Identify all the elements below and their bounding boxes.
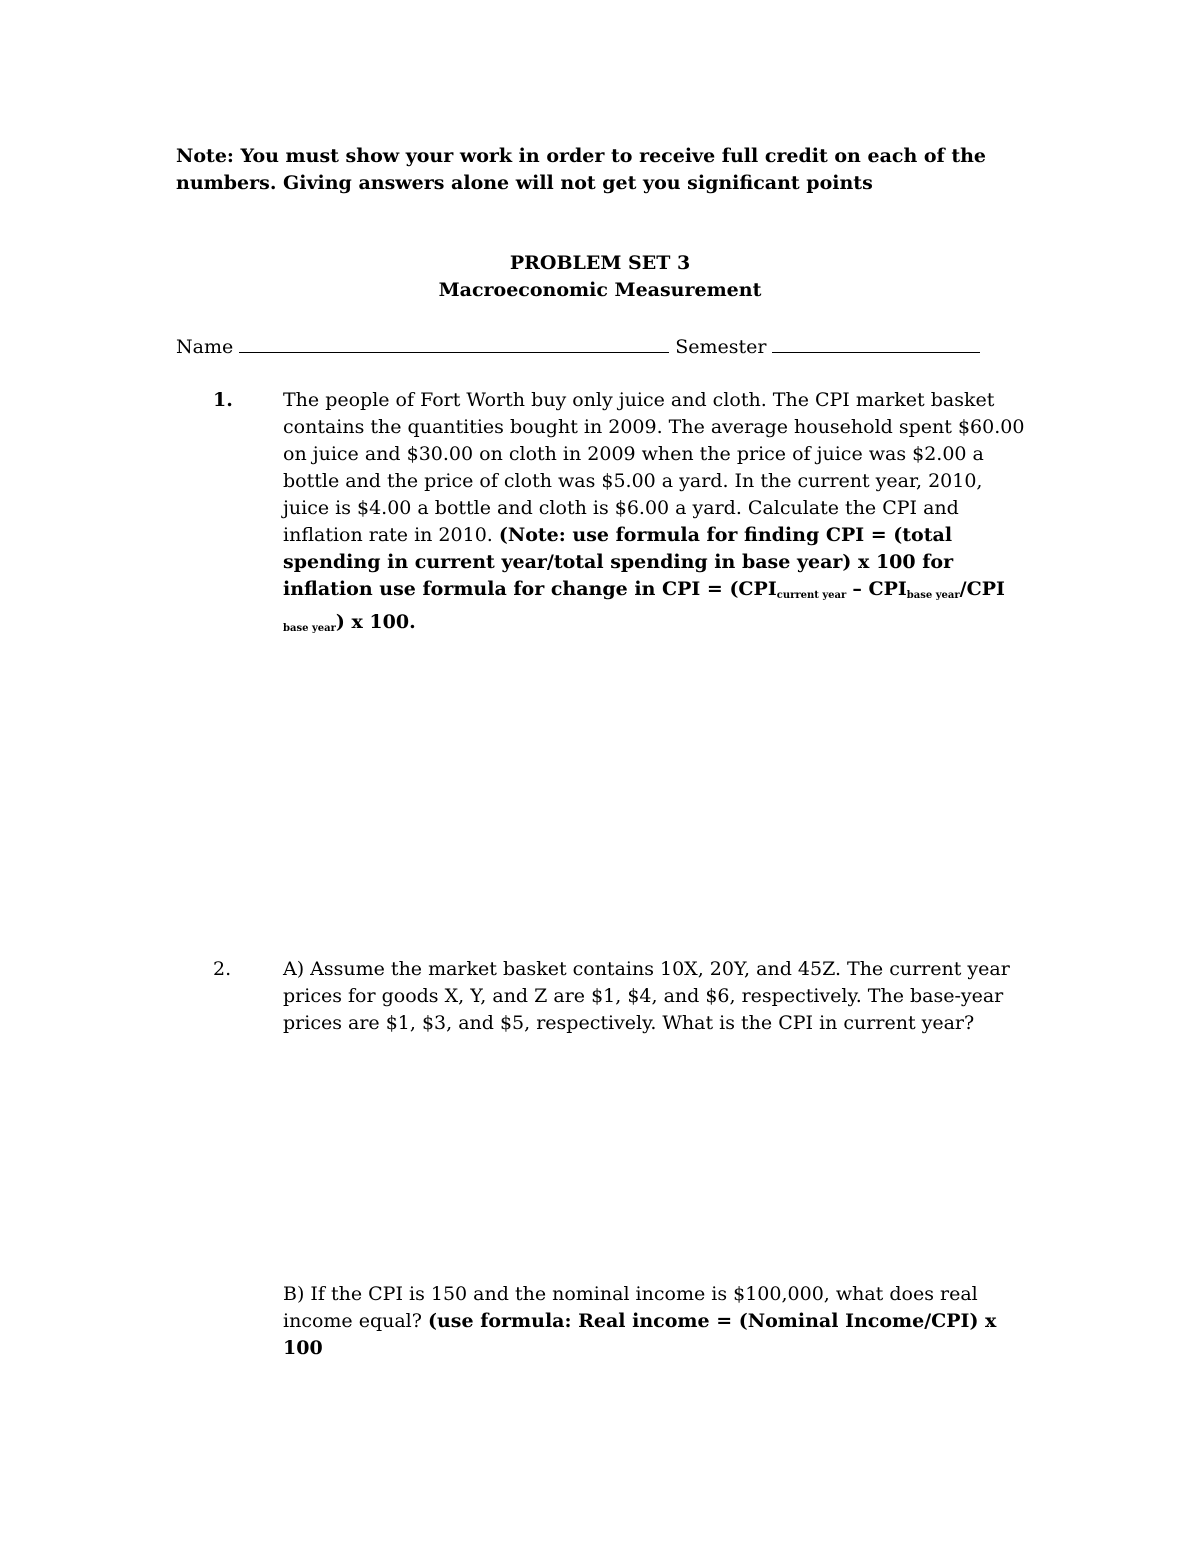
- question-2b-hint: (use formula: Real income = (Nominal Income/CPI) x 100: [283, 1310, 997, 1359]
- semester-blank-line: [772, 332, 980, 353]
- instruction-note: Note: You must show your work in order to receive full credit on each of the numbers. Giving answers alone will not get you significant points: [176, 145, 987, 194]
- page-subtitle: Macroeconomic Measurement: [438, 279, 762, 301]
- question-1-hint-divide: /CPI: [959, 578, 1005, 600]
- question-1-hint: (Note: use formula for finding CPI = (total spending in current year/total spending in base year) x 100 for inflation use formula for change in CPI = (CPI: [283, 524, 954, 600]
- page-title: PROBLEM SET 3: [509, 252, 691, 274]
- question-1-hint-minus: – CPI: [852, 578, 907, 600]
- question-2a-text: A) Assume the market basket contains 10X, 20Y, and 45Z. The current year prices for goods X, Y, and Z are $1, $4, and $6, respectively. The base-year prices are $1, $3, and $5, respectively. What is the CPI in current year?: [283, 958, 1010, 1034]
- subscript-base-year-2: base year: [283, 623, 336, 634]
- subscript-current-year: current year: [776, 590, 847, 601]
- name-label: Name: [176, 336, 234, 358]
- question-1-text: [283, 387, 1028, 642]
- question-2b-body: B) If the CPI is 150 and the nominal income is $100,000, what does real income equal?: [283, 1283, 978, 1332]
- name-blank-line: [239, 332, 669, 353]
- question-1-number: 1.: [213, 389, 233, 411]
- question-1-body: The people of Fort Worth buy only juice and cloth. The CPI market basket contains the quantities bought in 2009. The average household spent $60.00 on juice and $30.00 on cloth in 2009 when the price of juice was $2.00 a bottle and the price of cloth was $5.00 a yard. In the current year, 2010, juice is $4.00 a bottle and cloth is $6.00 a yard. Calculate the CPI and inflation rate in 2010.: [283, 389, 1025, 546]
- question-1-hint-end: ) x 100.: [335, 611, 416, 633]
- semester-label: Semester: [675, 336, 767, 358]
- name-semester-row: [176, 332, 980, 361]
- subscript-base-year-1: base year: [906, 590, 960, 601]
- question-2b-text: [283, 1281, 1028, 1362]
- question-2-number: 2.: [213, 958, 232, 980]
